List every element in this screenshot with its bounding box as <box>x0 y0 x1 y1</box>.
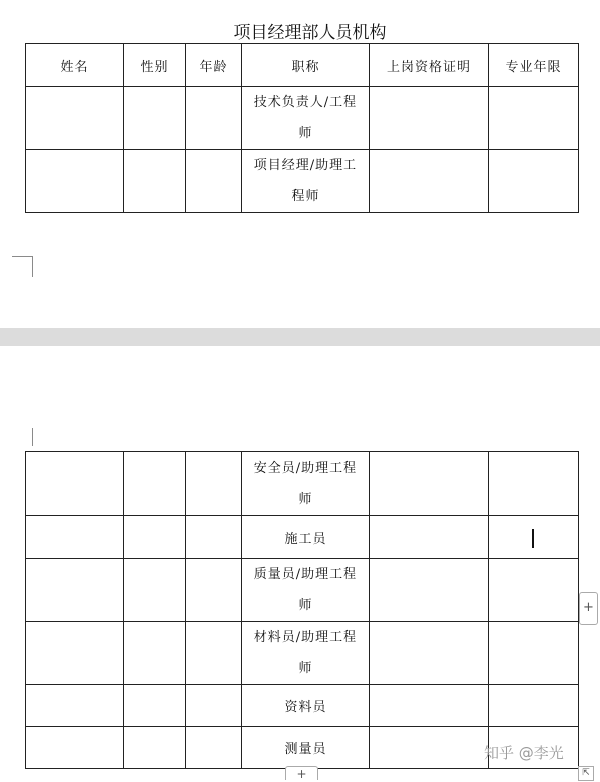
position-line-2: 师 <box>298 126 313 141</box>
position-line-2: 师 <box>298 661 313 676</box>
position-line-1: 施工员 <box>284 531 327 547</box>
cell-age[interactable] <box>186 559 242 622</box>
cell-qualification[interactable] <box>370 622 489 685</box>
position-line-2: 师 <box>298 598 313 613</box>
header-title[interactable]: 职称 <box>242 44 370 87</box>
page-2 <box>0 346 600 779</box>
cell-gender[interactable] <box>124 622 186 685</box>
position-line-2: 程师 <box>291 189 320 204</box>
cell-qualification[interactable] <box>370 150 489 213</box>
cell-position[interactable] <box>242 685 370 727</box>
cell-qualification[interactable] <box>370 559 489 622</box>
cell-years[interactable] <box>489 685 579 727</box>
cell-gender[interactable] <box>124 150 186 213</box>
table-row <box>26 452 579 516</box>
cell-name[interactable] <box>26 516 124 559</box>
cell-years[interactable] <box>489 87 579 150</box>
table-row <box>26 150 579 213</box>
cell-name[interactable] <box>26 452 124 516</box>
header-age[interactable]: 年龄 <box>186 44 242 87</box>
table-resize-handle-icon[interactable]: ⇱ <box>578 766 594 781</box>
cell-age[interactable] <box>186 622 242 685</box>
add-column-button[interactable]: + <box>579 592 598 625</box>
text-cursor <box>532 529 534 548</box>
cell-gender[interactable] <box>124 516 186 559</box>
cell-position[interactable] <box>242 559 370 622</box>
cell-qualification[interactable] <box>370 87 489 150</box>
table-row <box>26 622 579 685</box>
add-row-button[interactable]: + <box>285 766 318 780</box>
position-line-1: 材料员/助理工程 <box>253 630 358 645</box>
position-line-1: 安全员/助理工程 <box>253 460 358 476</box>
position-line-1: 质量员/助理工程 <box>253 567 358 582</box>
cell-years[interactable] <box>489 150 579 213</box>
cell-position[interactable] <box>242 150 370 213</box>
cell-age[interactable] <box>186 452 242 516</box>
page-gap <box>0 328 600 346</box>
header-name[interactable]: 姓名 <box>26 44 124 87</box>
header-years[interactable]: 专业年限 <box>489 44 579 87</box>
page-corner-mark <box>12 256 33 277</box>
staff-table-page-2 <box>25 451 579 769</box>
cell-name[interactable] <box>26 727 124 769</box>
position-line-2: 师 <box>298 491 313 507</box>
cell-name[interactable] <box>26 685 124 727</box>
cell-gender[interactable] <box>124 87 186 150</box>
page-corner-mark <box>32 428 34 446</box>
table-row <box>26 87 579 150</box>
cell-name[interactable] <box>26 559 124 622</box>
position-line-1: 技术负责人/工程 <box>253 95 358 110</box>
cell-age[interactable] <box>186 150 242 213</box>
cell-gender[interactable] <box>124 727 186 769</box>
cell-age[interactable] <box>186 516 242 559</box>
position-line-1: 项目经理/助理工 <box>253 158 358 173</box>
table-header-row <box>26 44 579 87</box>
cell-position[interactable] <box>242 87 370 150</box>
cell-years[interactable] <box>489 559 579 622</box>
staff-table-page-1 <box>25 43 579 213</box>
cell-position[interactable] <box>242 452 370 516</box>
cell-qualification[interactable] <box>370 516 489 559</box>
document-title: 项目经理部人员机构 <box>233 23 387 43</box>
table-row <box>26 685 579 727</box>
cell-position[interactable] <box>242 622 370 685</box>
header-gender[interactable]: 性别 <box>124 44 186 87</box>
page-1 <box>0 0 600 328</box>
cell-name[interactable] <box>26 150 124 213</box>
cell-gender[interactable] <box>124 452 186 516</box>
position-line-1: 测量员 <box>284 742 327 757</box>
cell-name[interactable] <box>26 87 124 150</box>
watermark: 知乎 @李光 <box>484 744 564 762</box>
table-row <box>26 516 579 559</box>
cell-age[interactable] <box>186 727 242 769</box>
cell-years[interactable] <box>489 452 579 516</box>
cell-qualification[interactable] <box>370 452 489 516</box>
cell-gender[interactable] <box>124 685 186 727</box>
cell-age[interactable] <box>186 685 242 727</box>
cell-years[interactable] <box>489 622 579 685</box>
cell-gender[interactable] <box>124 559 186 622</box>
cell-qualification[interactable] <box>370 727 489 769</box>
table-row <box>26 559 579 622</box>
header-qualification[interactable]: 上岗资格证明 <box>370 44 489 87</box>
cell-position[interactable] <box>242 516 370 559</box>
position-line-1: 资料员 <box>284 700 327 715</box>
cell-position[interactable] <box>242 727 370 769</box>
cell-age[interactable] <box>186 87 242 150</box>
cell-name[interactable] <box>26 622 124 685</box>
cell-qualification[interactable] <box>370 685 489 727</box>
